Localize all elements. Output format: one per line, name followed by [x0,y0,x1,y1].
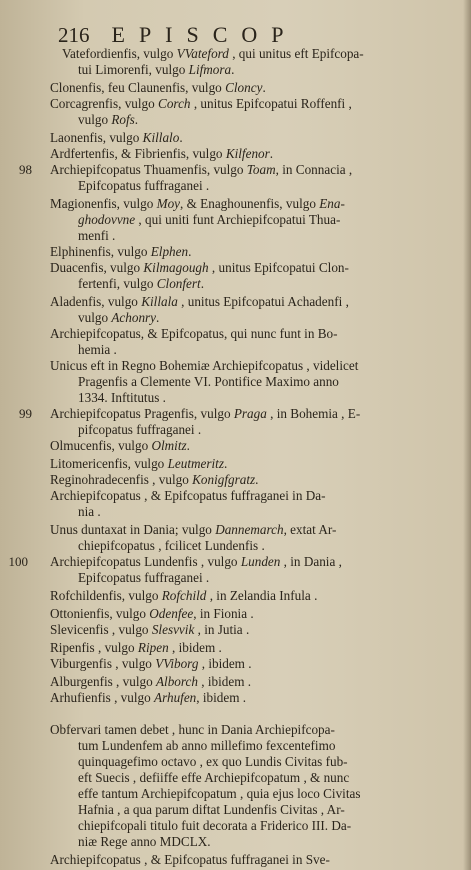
vernacular-name: Corch [158,96,191,111]
text-line [0,212,471,228]
vernacular-name: Arhufen [154,690,197,705]
line-text [50,96,352,112]
text-segment: , qui uniti funt Archiepifcopatui Thua- [135,212,341,227]
text-segment: Ardfertenfis, & Fibrienfis, vulgo [50,146,226,161]
text-line [0,390,471,406]
vernacular-name: Kilfenor [225,146,270,161]
text-line [0,656,471,672]
text-line [0,538,471,554]
text-line [0,622,471,638]
text-segment: , in Jutia . [194,622,250,637]
text-segment: , & Enaghounenfis, vulgo [180,196,320,211]
text-line [0,96,471,112]
text-segment: . [223,456,228,471]
text-segment: Slevicenfis , vulgo [50,622,152,637]
text-line [0,178,471,194]
text-line [0,606,471,622]
line-text [78,754,348,770]
text-line [0,422,471,438]
text-line [0,504,471,520]
line-text [50,522,336,538]
line-text [50,722,335,738]
line-text [50,146,273,162]
text-segment: , in Connacia , [275,162,353,177]
line-text [78,276,204,292]
text-segment: vulgo [78,112,112,127]
text-segment: Pragenfis a Clemente VI. Pontifice Maximo anno [78,374,339,389]
text-line [0,588,471,604]
text-segment: , ibidem . [197,674,252,689]
vernacular-name: Ripen [137,640,169,655]
line-text [78,390,166,406]
line-text [78,178,209,194]
text-line [0,196,471,212]
line-text [78,504,101,520]
text-segment: Olmucenfis, vulgo [50,438,152,453]
vernacular-name: Achonry [111,310,157,325]
text-line [0,130,471,146]
text-line [0,342,471,358]
text-segment: chiepifcopatus , fcilicet Lundenfis . [78,538,265,553]
text-segment: fertenfi, vulgo [78,276,157,291]
text-line [0,802,471,818]
text-line [0,722,471,738]
text-line [0,438,471,454]
text-line [0,358,471,374]
text-line [0,754,471,770]
text-segment: , unitus Epifcopatui Achadenfi , [177,294,349,309]
vernacular-name: Kilmagough [143,260,209,275]
line-text [50,622,249,638]
text-segment: Alburgenfis , vulgo [50,674,156,689]
line-text [50,488,326,504]
line-text [78,738,335,754]
line-text [62,46,364,62]
text-line [0,690,471,706]
text-segment: Arhufienfis , vulgo [50,690,155,705]
vernacular-name: Rofchild [161,588,207,603]
text-segment: . [255,472,259,487]
text-line [0,244,471,260]
line-text [78,374,339,390]
line-text [50,326,338,342]
text-segment: , unitus Epifcopatui Roffenfi , [190,96,352,111]
text-segment: niæ Rege anno MDCLX. [78,834,211,849]
text-segment: Epifcopatus fuffraganei . [78,178,210,193]
text-segment: Epifcopatus fuffraganei . [78,570,210,585]
text-line [0,852,471,868]
vernacular-name: Cloncy [225,80,263,95]
text-segment: . [179,130,183,145]
line-text [78,770,349,786]
vernacular-name: VVateford [176,46,229,61]
text-segment: Duacenfis, vulgo [50,260,144,275]
page-edge-shadow [463,0,471,870]
text-segment: Ottonienfis, vulgo [50,606,150,621]
line-text [50,656,252,672]
line-text [78,212,340,228]
running-title: EPISCOP [111,22,298,47]
line-text [78,834,211,850]
text-segment: . [134,112,139,127]
text-segment: Litomericenfis, vulgo [50,456,168,471]
line-text [50,438,190,454]
line-text [50,606,254,622]
text-segment: , unitus Epifcopatui Clon- [208,260,349,275]
text-segment: , ibidem . [198,656,252,671]
text-segment: tum Lundenfem ab anno millefimo fexcentefimo [78,738,336,753]
text-line [0,674,471,690]
vernacular-name: Killalo [142,130,180,145]
text-segment: Corcagrenfis, vulgo [50,96,159,111]
text-line [0,738,471,754]
text-segment: quinquagefimo octavo , ex quo Lundis Civitas fub- [78,754,348,769]
vernacular-name: Toam [246,162,276,177]
text-line [0,146,471,162]
text-segment: . [200,276,204,291]
text-segment: , qui unitus eft Epifcopa- [228,46,364,61]
line-text [50,260,349,276]
text-segment: . [186,438,190,453]
text-segment: Clonenfis, feu Claunenfis, vulgo [50,80,226,95]
text-segment: Archiepifcopatus , & Epifcopatus fuffraganei in Da- [50,488,326,503]
text-line [0,456,471,472]
line-text [78,786,360,802]
text-segment: Hafnia , a qua parum diftat Lundenfis Civitas , Ar- [78,802,345,817]
text-line [0,80,471,96]
text-segment: Archiepifcopatus Pragenfis, vulgo [50,406,234,421]
line-text [50,80,266,96]
vernacular-name: Slesvvik [151,622,195,637]
vernacular-name: Killala [141,294,178,309]
text-segment: Elphinenfis, vulgo [50,244,151,259]
line-text [78,818,351,834]
text-segment: nia . [78,504,101,519]
line-text [50,852,330,868]
line-text [50,196,345,212]
line-text [50,690,246,706]
vernacular-name: Rofs [111,112,135,127]
line-text [50,162,352,178]
vernacular-name: Leutmeritz [167,456,224,471]
vernacular-name: Clonfert [156,276,201,291]
vernacular-name: Lunden [240,554,281,569]
line-text [78,342,117,358]
text-segment: , ibidem . [168,640,222,655]
text-segment: . [262,80,266,95]
text-line [0,276,471,292]
text-segment: 1334. Inftitutus . [78,390,166,405]
text-line [0,260,471,276]
text-segment: Ripenfis , vulgo [50,640,138,655]
text-segment: Rofchildenfis, vulgo [50,588,162,603]
text-line [0,228,471,244]
line-text [50,640,222,656]
text-segment: Laonenfis, vulgo [50,130,143,145]
text-line [0,374,471,390]
line-text [50,554,342,570]
line-text [78,570,209,586]
text-segment: . [269,146,274,161]
entry-number: 99 [19,406,32,421]
text-segment: , extat Ar- [283,522,337,537]
line-text [50,456,227,472]
text-segment: , in Fionia . [193,606,254,621]
line-text [50,472,258,488]
text-segment: Unus duntaxat in Dania; vulgo [50,522,216,537]
text-line [0,570,471,586]
entry-number: 100 [8,554,28,569]
vernacular-name: Elphen [150,244,189,259]
text-line [0,310,471,326]
text-line [0,834,471,850]
vernacular-name: ghodovvne [78,212,136,227]
page-number: 216 [58,23,90,47]
line-text [78,422,201,438]
text-segment: , in Zelandia Infula . [206,588,318,603]
line-text [50,130,183,146]
vernacular-name: Olmitz [151,438,187,453]
vernacular-name: Odenfee [149,606,194,621]
text-segment: chiepifcopali titulo fuit decorata a Friderico III. Da- [78,818,352,833]
line-text [50,358,358,374]
text-segment: vulgo [78,310,112,325]
text-segment: Archiepifcopatus Thuamenfis, vulgo [50,162,247,177]
vernacular-name: Alborch [155,674,198,689]
line-text [78,112,138,128]
text-segment: effe tantum Archiepifcopatum , quia ejus loco Civitas [78,786,361,801]
text-segment: Archiepifcopatus, & Epifcopatus, qui nunc funt in Bo- [50,326,338,341]
line-text [78,538,265,554]
text-line [0,554,471,570]
text-segment: Reginohradecenfis , vulgo [50,472,193,487]
text-line [0,294,471,310]
text-segment: Obfervari tamen debet , hunc in Dania Archiepifcopa- [50,722,335,737]
text-line [0,62,471,78]
text-segment: . [156,310,160,325]
text-line [0,488,471,504]
line-text [50,674,251,690]
text-line [0,326,471,342]
entry-number: 98 [19,162,32,177]
text-segment: Viburgenfis , vulgo [50,656,156,671]
text-line [0,472,471,488]
vernacular-name: Lifmora [188,62,232,77]
line-text [50,588,317,604]
text-segment: pifcopatus fuffraganei . [78,422,202,437]
text-segment: . [231,62,235,77]
text-line [0,786,471,802]
text-segment: , in Bohemia , E- [266,406,361,421]
line-text [50,406,360,422]
text-line [0,522,471,538]
text-line [0,640,471,656]
line-text [78,310,159,326]
text-segment: , ibidem . [196,690,247,705]
text-segment: . [188,244,192,259]
text-segment: , in Dania , [280,554,342,569]
text-segment: Vatefordienfis, vulgo [62,46,177,61]
vernacular-name: Konigfgratz [192,472,256,487]
text-segment: Archiepifcopatus , & Epifcopatus fuffraganei in Sve- [50,852,330,867]
text-segment: eft Suecis , defiiffe effe Archiepifcopatum , & nunc [78,770,350,785]
text-segment: Magionenfis, vulgo [50,196,157,211]
text-segment: menfi . [78,228,116,243]
line-text [78,802,345,818]
text-line [0,162,471,178]
text-segment: tui Limorenfi, vulgo [78,62,189,77]
line-text [50,294,349,310]
text-segment: Unicus eft in Regno Bohemiæ Archiepifcopatus , videlicet [50,358,359,373]
text-segment: hemia . [78,342,117,357]
text-line [0,770,471,786]
vernacular-name: VViborg [155,656,199,671]
text-line [0,112,471,128]
text-line [0,406,471,422]
vernacular-name: Ena- [319,196,345,211]
text-segment: Aladenfis, vulgo [50,294,142,309]
text-line [0,46,471,62]
vernacular-name: Moy [156,196,181,211]
text-line [0,818,471,834]
line-text [78,228,115,244]
line-text [78,62,234,78]
vernacular-name: Dannemarch [215,522,284,537]
line-text [50,244,191,260]
vernacular-name: Praga [233,406,267,421]
text-segment: Archiepifcopatus Lundenfis , vulgo [50,554,241,569]
